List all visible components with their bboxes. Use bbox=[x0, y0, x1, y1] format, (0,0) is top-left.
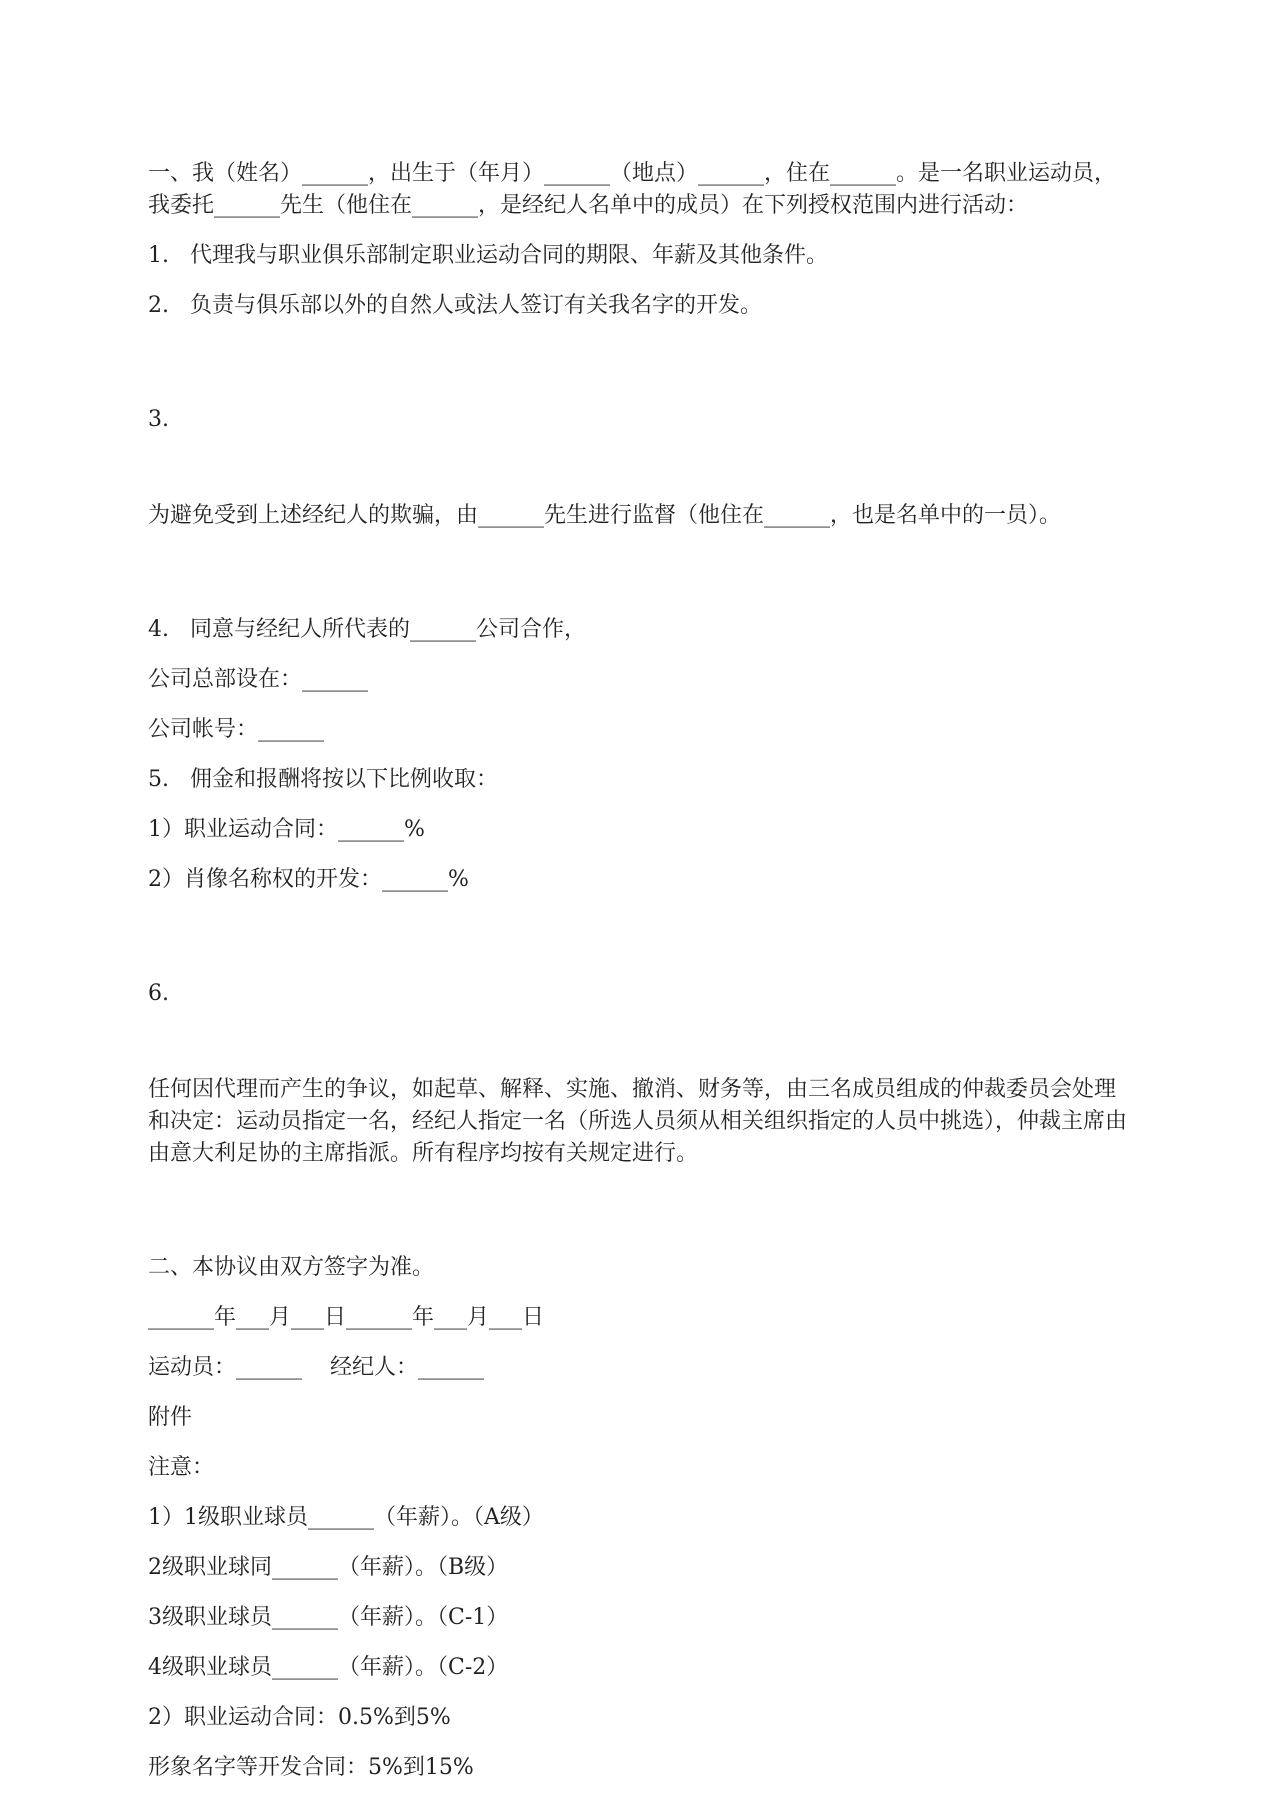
item-3-text: 为避免受到上述经纪人的欺骗，由______先生进行监督（他住在______，也是名单中的一员）。 bbox=[148, 503, 1062, 528]
company-account: 公司帐号：______ bbox=[148, 717, 325, 742]
section-2: 二、本协议由双方签字为准。 bbox=[148, 1255, 435, 1280]
commission-sports-contract: 1）职业运动合同：______% bbox=[148, 817, 425, 842]
note-level-2: 2级职业球同______（年薪）。（B级） bbox=[148, 1555, 509, 1580]
item-3 bbox=[148, 340, 1128, 596]
note-title: 注意： bbox=[148, 1455, 215, 1480]
note-level-4: 4级职业球员______（年薪）。（C-2） bbox=[148, 1655, 509, 1680]
item-6-text: 任何因代理而产生的争议，如起草、解释、实施、撤消、财务等，由三名成员组成的仲裁委员会处理和决定：运动员指定一名，经纪人指定一名（所选人员须从相关组织指定的人员中挑选），仲裁主席由由意大利足协的主席指派。所有程序均按有关规定进行。 bbox=[148, 1077, 1128, 1166]
intro-paragraph: 一、我（姓名）______，出生于（年月）______（地点）______，住在______。是一名职业运动员，我委托______先生（他住在______，是经纪人名单中的成员）在下列授权范围内进行活动： bbox=[148, 161, 1117, 218]
signature-line: 运动员：______ 经纪人：______ bbox=[148, 1355, 484, 1380]
item-6-number: 6. bbox=[148, 981, 169, 1006]
note-image-contract-rate: 形象名字等开发合同：5%到15% bbox=[148, 1755, 474, 1780]
commission-image-rights: 2）肖像名称权的开发：______% bbox=[148, 867, 469, 892]
note-sports-contract-rate: 2）职业运动合同：0.5%到5% bbox=[148, 1705, 451, 1730]
document-page bbox=[148, 158, 1128, 1802]
company-hq: 公司总部设在：______ bbox=[148, 667, 369, 692]
item-3-number: 3. bbox=[148, 407, 169, 432]
attachment-heading: 附件 bbox=[148, 1405, 193, 1430]
note-level-3: 3级职业球员______（年薪）。（C-1） bbox=[148, 1605, 509, 1630]
item-4: 4. 同意与经纪人所代表的______公司合作， bbox=[148, 617, 586, 642]
item-6 bbox=[148, 914, 1128, 1234]
item-5: 5. 佣金和报酬将按以下比例收取： bbox=[148, 767, 498, 792]
item-2: 2. 负责与俱乐部以外的自然人或法人签订有关我名字的开发。 bbox=[148, 293, 762, 318]
date-line: ______年___月___日______年___月___日 bbox=[148, 1305, 545, 1330]
item-1: 1. 代理我与职业俱乐部制定职业运动合同的期限、年薪及其他条件。 bbox=[148, 243, 828, 268]
note-level-1: 1）1级职业球员______（年薪）。（A级） bbox=[148, 1505, 544, 1530]
